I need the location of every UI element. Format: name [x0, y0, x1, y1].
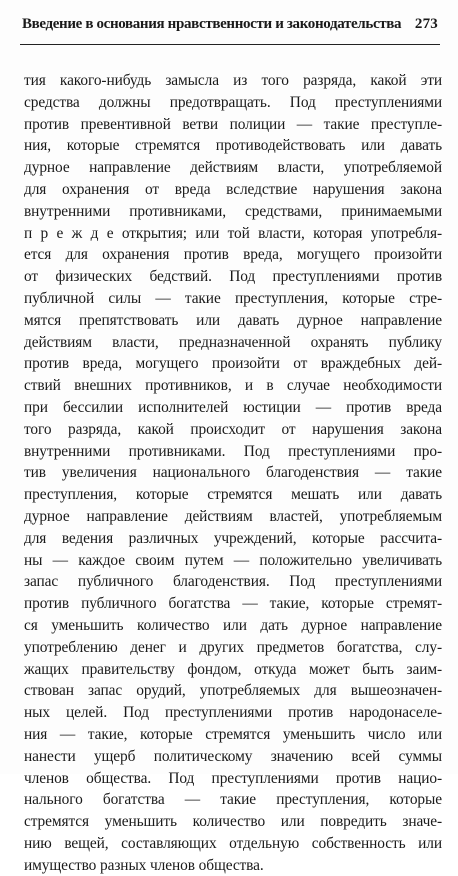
text-line: ны — каждое своим путем — положительно увеличивать	[24, 551, 442, 569]
text-line: против превентивной ветви полиции — такие преступле-	[24, 115, 442, 133]
text-line: для охранения от вреда вследствие нарушения закона	[24, 180, 442, 198]
text-line: стремятся уменьшить количество или повредить значе-	[24, 813, 442, 831]
text-line: против вреда, могущего произойти от враждебных дей-	[24, 355, 442, 373]
text-line: ется для охранения против вреда, могущего произойти	[24, 246, 442, 264]
running-head-title: Введение в основания нравственности и законодательства	[22, 16, 402, 32]
text-line: жащих правительству фондом, откуда может быть заим-	[24, 660, 442, 678]
text-line: средства должны предотвращать. Под преступлениями	[24, 93, 442, 111]
text-line: нального богатства — такие преступления, которые	[24, 791, 442, 809]
text-line: при бессилии исполнителей юстиции — против вреда	[24, 398, 442, 416]
text-line: нанести ущерб политическому значению всей суммы	[24, 747, 442, 765]
page-number: 273	[414, 16, 438, 32]
text-line: того разряда, какой происходит от нарушения закона	[24, 420, 442, 438]
text-line: ния, которые стремятся противодействовать или давать	[24, 137, 442, 155]
text-line: дурное направление действиям власти, употребляемой	[24, 159, 442, 177]
text-line: употреблению денег и других предметов богатства, слу-	[24, 638, 442, 656]
text-line: преступления, которые стремятся мешать или давать	[24, 486, 442, 504]
header-rule	[20, 44, 440, 45]
text-line: ных целей. Под преступлениями против народонаселе-	[24, 704, 442, 722]
text-line: ствий внешних противников, и в случае необходимости	[24, 377, 442, 395]
text-line: дурное направление действиям властей, употребляемым	[24, 507, 442, 525]
text-line: внутренними противниками, средствами, принимаемыми	[24, 202, 442, 220]
text-line: ствован запас орудий, употребляемых для вышеозначен-	[24, 682, 442, 700]
text-line: мятся препятствовать или давать дурное направление	[24, 311, 442, 329]
text-line: нию вещей, составляющих отдельную собственность или	[24, 834, 442, 852]
text-line: против публичного богатства — такие, которые стремят-	[24, 595, 442, 613]
running-head	[22, 16, 438, 40]
text-line: действиям власти, предназначенной охранять публику	[24, 333, 442, 351]
text-line: п р е ж д е открытия; или той власти, которая употребля-	[24, 224, 442, 242]
text-line: запас публичного благоденствия. Под преступлениями	[24, 573, 442, 591]
text-line: для ведения различных учреждений, которые рассчита-	[24, 529, 442, 547]
text-line: имущество разных членов общества.	[24, 856, 264, 874]
text-line: публичной силы — такие преступления, которые стре-	[24, 289, 442, 307]
text-line: от физических бедствий. Под преступлениями против	[24, 268, 442, 286]
text-line: тив увеличения национального благоденствия — такие	[24, 464, 442, 482]
text-line: тия какого-нибудь замысла из того разряда, какой эти	[24, 72, 442, 89]
text-line: членов общества. Под преступлениями против нацио-	[24, 769, 442, 787]
body-text	[24, 70, 442, 876]
text-line: ся уменьшить количество или дать дурное направление	[24, 616, 442, 634]
text-line: внутренними противниками. Под преступлениями про-	[24, 442, 442, 460]
text-line: ния — такие, которые стремятся уменьшить число или	[24, 725, 442, 743]
